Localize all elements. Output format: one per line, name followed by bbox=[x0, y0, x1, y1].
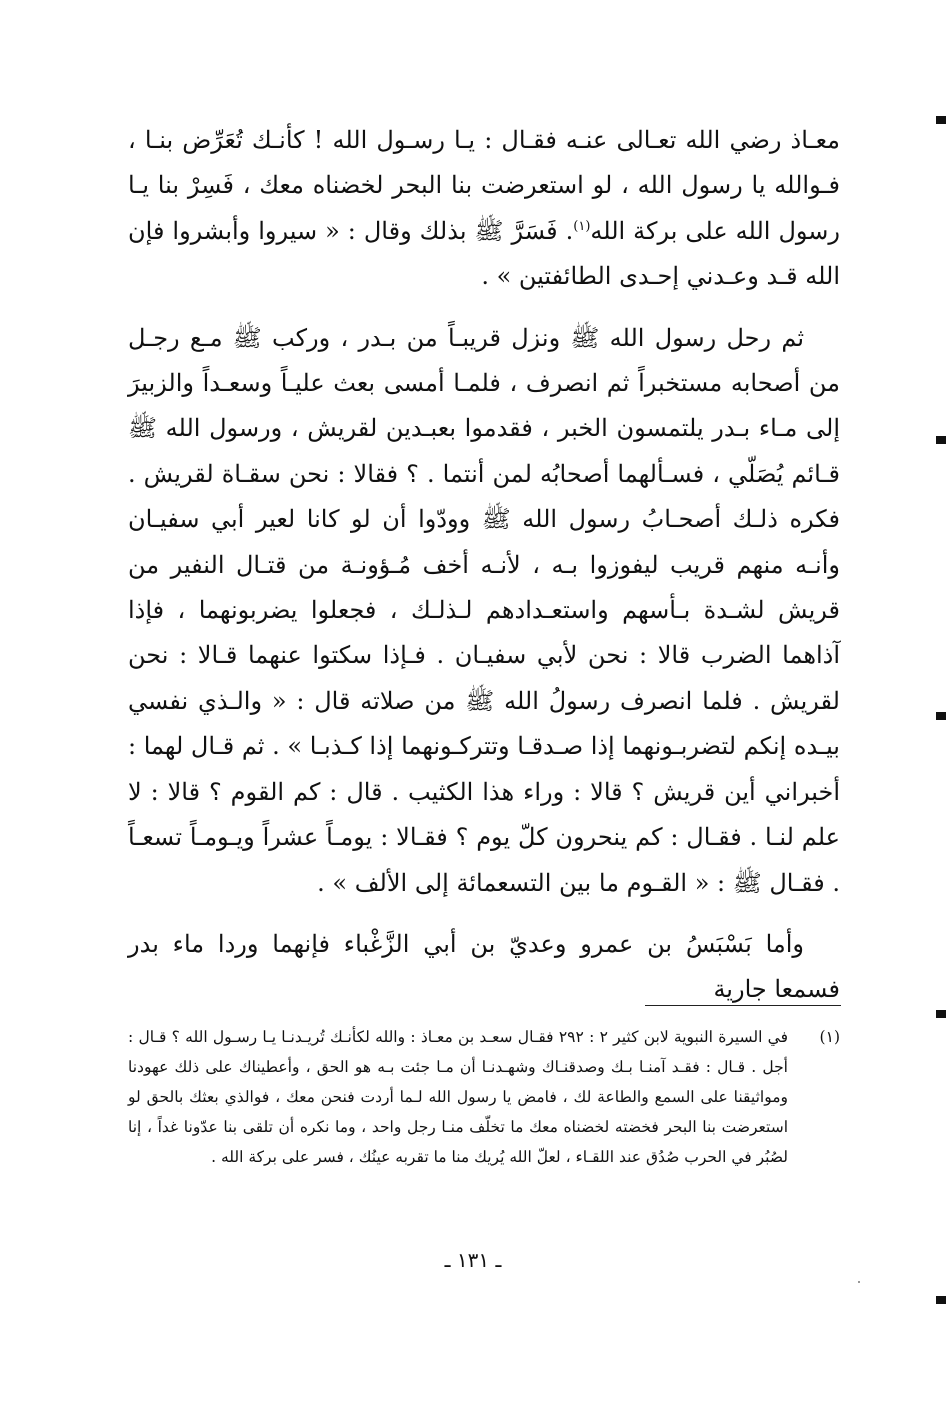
footnote bbox=[128, 1022, 840, 1172]
main-text bbox=[128, 118, 840, 1029]
paragraph-1 bbox=[128, 118, 840, 300]
scan-speck bbox=[858, 1281, 860, 1283]
footnote-reference[interactable]: (١) bbox=[573, 218, 591, 234]
paragraph-2: ثم رحل رسول الله ﷺ ونزل قريبـاً من بـدر ، وركب ﷺ مـع رجـل من أصحابه مستخبراً ثم انصرف ، فلمـا أمسى بعث عليـاً وسعـداً والزبيرَ إلى مـاء بـدر يلتمسون الخبر ، فقدموا بعبـدين لقريش ، ورسول الله ﷺ قـائم يُصَلّي ، فسـألهما أصحابُه لمن أنتما . ؟ فقالا : نحن سقـاة لقريش . فكره ذلـك أصحـابُ رسول الله ﷺ وودّوا أن لو كانا لعير أبي سفيـان وأنـه منهم قريب ليفوزوا بـه ، لأنـه أخف مُـؤونـة من قتـال النفير من قريش لشـدة بـأسهم واستعـدادهم لـذلـك ، فجعلوا يضربونهما ، فإذا آذاهما الضرب قالا : نحن لأبي سفيـان . فـإذا سكتوا عنهما قـالا : نحن لقريش . فلما انصرف رسولُ الله ﷺ من صلاته قال : « والـذي نفسي بيـده إنكم لتضربـونهما إذا صـدقـا وتتركـونهما إذا كـذبـا » . ثم قـال لهما : أخبراني أين قريش ؟ قالا : وراء هذا الكثيب . قال : كم القوم ؟ قالا : لا علم لنـا . فقـال : كم ينحرون كلّ يوم ؟ فقـالا : يومـاً عشراً ويـومـاً تسعـاً . فقـال ﷺ : « القـوم ما بين التسعمائة إلى الألف » . bbox=[128, 323, 840, 897]
scan-edge-mark bbox=[936, 116, 946, 124]
scan-edge-mark bbox=[936, 1296, 946, 1304]
scan-edge-mark bbox=[936, 1010, 946, 1018]
footnote-divider bbox=[645, 1005, 841, 1006]
paragraph-1-part-b: . فَسَرَّ ﷺ بذلك وقال : « سيروا وأبشروا فإن الله قـد وعـدني إحـدى الطائفتين » . bbox=[128, 216, 840, 291]
paragraph-1-part-a: معـاذ رضي الله تعـالى عنـه فقـال : يـا رسـول الله ! كأنـك تُعَرِّض بنـا ، فـوالله يا رسول الله ، لو استعرضت بنا البحر لخضناه معك ، فَسِرْ بنا يـا رسول الله على بركة الله bbox=[128, 126, 840, 245]
scan-edge-mark bbox=[936, 712, 946, 720]
scan-edge-mark bbox=[936, 436, 946, 444]
footnote-text: في السيرة النبوية لابن كثير ٢ : ٢٩٢ فقـال سعـد بن معـاذ : والله لكأنـك تُريـدنـا يـا رسـول الله ؟ قـال : أجل . قـال : فقـد آمنـا بـك وصدقنـاك وشهـدنـا أن مـا جئت بـه هو الحق ، وأعطيناك على ذلك عهودنا ومواثيقنا على السمع والطاعة لك ، فامض يا رسول الله لـما أردت فنحن معك ، فوالذي بعثك بالحق لو استعرضت بنا البحر فخضته لخضناه معك ما تخلّف منـا رجل واحد ، وما نكره أن تلقى بنا عدّونا غداً ، إنا لصُبُر في الحرب صُدُق عند اللقـاء ، لعلّ الله يُريك منا ما تقربه عينُك ، فسر على بركة الله . bbox=[128, 1028, 788, 1166]
paragraph-3: وأما بَسْبَسُ بن عمرو وعديّ بن أبي الزَّغْباء فإنهما وردا ماء بدر فسمعا جارية bbox=[128, 929, 840, 1004]
page-number: ـ ١٣١ ـ bbox=[444, 1248, 502, 1272]
footnote-marker: (١) bbox=[819, 1028, 840, 1046]
